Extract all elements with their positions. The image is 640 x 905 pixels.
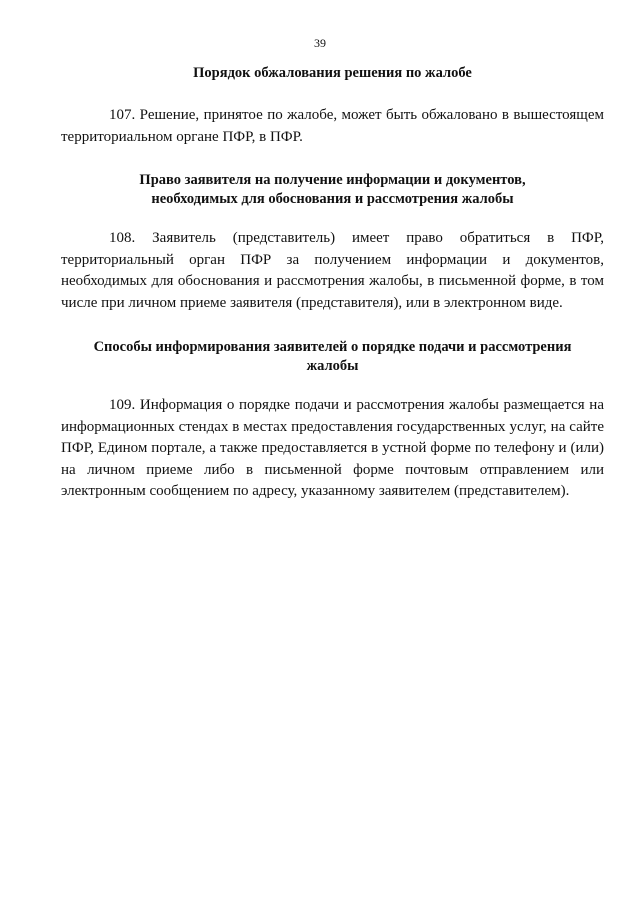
paragraph-108: 108. Заявитель (представитель) имеет право обратиться в ПФР, территориальный орган ПФР за получением информации и документов, необходимых для обоснования и рассмотрения жалобы, в письменной форме, в том числе при личном приеме заявителя (представителя), или в электронном виде.: [61, 230, 604, 311]
heading-line: жалобы: [306, 358, 359, 374]
page-content: [61, 64, 604, 503]
heading-line: необходимых для обоснования и рассмотрения жалобы: [151, 191, 514, 207]
heading-line: Способы информирования заявителей о порядке подачи и рассмотрения: [93, 339, 572, 355]
section-heading-information-methods: [61, 338, 604, 376]
section-heading-appeal-procedure: Порядок обжалования решения по жалобе: [193, 65, 472, 81]
heading-line: Право заявителя на получение информации и документов,: [139, 172, 526, 188]
section-heading-right-to-information: [61, 171, 604, 209]
page-number: 39: [314, 36, 326, 50]
paragraph-107: 107. Решение, принятое по жалобе, может быть обжаловано в вышестоящем территориальном органе ПФР, в ПФР.: [61, 107, 604, 145]
paragraph-109: 109. Информация о порядке подачи и рассмотрения жалобы размещается на информационных стендах в местах предоставления государственных услуг, на сайте ПФР, Едином портале, а также предоставляется в устной форме по телефону и (или) на личном приеме либо в письменной форме почтовым отправлением или электронным сообщением по адресу, указанному заявителем (представителем).: [61, 397, 604, 499]
